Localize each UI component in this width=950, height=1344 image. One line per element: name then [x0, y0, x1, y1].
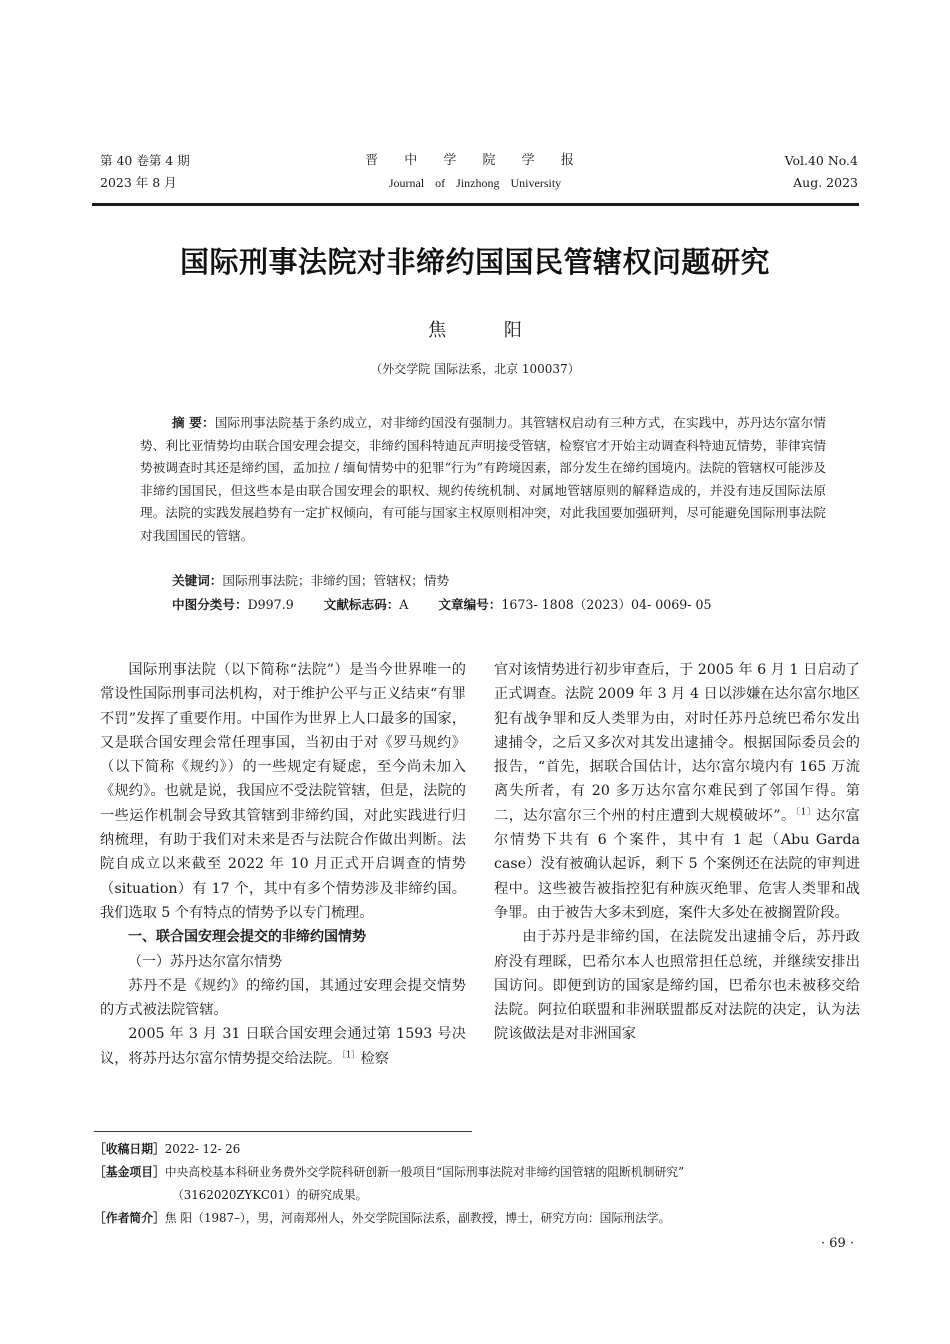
keywords-label: 关键词： — [172, 573, 223, 588]
abstract — [140, 412, 826, 547]
clc-value: D997.9 — [247, 597, 294, 612]
publication-date-en: Aug. 2023 — [793, 175, 858, 190]
volume-issue: 第 40 卷第 4 期 — [100, 153, 190, 168]
abstract-text: 国际刑事法院基于条约成立，对非缔约国没有强制力。其管辖权启动有三种方式，在实践中，苏丹达尔富尔情势、利比亚情势均由联合国安理会提交，非缔约国科特迪瓦声明接受管辖，检察官才开始主动调查科特迪瓦情势，菲律宾情势被调查时其还是缔约国，孟加拉 / 缅甸情势中的犯罪“行为”有跨境因素，部分发生在缔约国境内。法院的管辖权可能涉及非缔约国国民，但这些本是由联合国安理会的职权、规约传统机制、对属地管辖原则的解释造成的，并没有违反国际法原理。法院的实践发展趋势有一定扩权倾向，有可能与国家主权原则相冲突，对此我国要加强研判，尽可能避免国际刑事法院对我国国民的管辖。 — [140, 415, 827, 543]
page-number: · 69 · — [820, 1236, 854, 1251]
fund-note — [94, 1161, 864, 1184]
body-paragraph — [100, 1022, 466, 1071]
body-column-right — [494, 658, 860, 1047]
fund-value: 中央高校基本科研业务费外交学院科研创新一般项目“国际刑事法院对非缔约国管辖的阻断机制研究” — [164, 1165, 685, 1179]
article-number-label: 文章编号： — [438, 597, 502, 612]
header-rule — [92, 203, 859, 206]
classification-line — [172, 594, 872, 616]
doc-code-label: 文献标志码： — [323, 597, 400, 612]
footnote-rule — [94, 1131, 472, 1132]
author-bio-note — [94, 1207, 864, 1230]
body-paragraph: 由于苏丹是非缔约国，在法院发出逮捕令后，苏丹政府没有理睬，巴希尔本人也照常担任总统，并继续安排出国访问。即便到访的国家是缔约国，巴希尔也未被移交给法院。阿拉伯联盟和非洲联盟都反对法院的决定，认为法院该做法是对非洲国家 — [494, 929, 860, 1043]
received-label: ［收稿日期］ — [94, 1142, 165, 1156]
section-heading: 一、联合国安理会提交的非缔约国情势 — [128, 929, 366, 946]
body-text: 官对该情势进行初步审查后，于 2005 年 6 月 1 日启动了正式调查。法院 2009 年 3 月 4 日以涉嫌在达尔富尔地区犯有战争罪和反人类罪为由，对时任苏丹总统巴希尔发出逮捕令，之后又多次对其发出逮捕令。根据国际委员会的报告，“首先，据联合国估计，达尔富尔境内有 165 万流离失所者，有 20 多万达尔富尔难民到了邻国乍得。第二，达尔富尔三个州的村庄遭到大规模破坏”。 — [494, 662, 860, 824]
citation-ref[interactable]: 〔1〕 — [341, 1050, 361, 1061]
fund-label: ［基金项目］ — [94, 1165, 165, 1179]
body-text: 2005 年 3 月 31 日联合国安理会通过第 1593 号决议，将苏丹达尔富尔情势提交给法院。 — [100, 1026, 466, 1067]
footnotes — [94, 1138, 864, 1230]
journal-name-en: Journal of Jinzhong University — [388, 176, 562, 190]
body-paragraph: 苏丹不是《规约》的缔约国，其通过安理会提交情势的方式被法院管辖。 — [100, 977, 466, 1019]
body-paragraph — [494, 658, 860, 925]
bio-label: ［作者简介］ — [94, 1211, 165, 1225]
paper-title: 国际刑事法院对非缔约国国民管辖权问题研究 — [179, 245, 770, 279]
body-column-left — [100, 658, 466, 1071]
doc-code-value: A — [399, 597, 409, 612]
publication-date-cn: 2023 年 8 月 — [100, 175, 177, 190]
bio-value: 焦 阳（1987–），男，河南郑州人，外交学院国际法系，副教授，博士，研究方向：国际刑法学。 — [164, 1211, 671, 1225]
received-date-note — [94, 1138, 864, 1161]
abstract-label: 摘 要： — [172, 415, 215, 430]
volume-issue-en: Vol.40 No.4 — [784, 153, 858, 168]
body-paragraph: 国际刑事法院（以下简称“法院”）是当今世界唯一的常设性国际刑事司法机构，对于维护公平与正义结束“有罪不罚”发挥了重要作用。中国作为世界上人口最多的国家，又是联合国安理会常任理事国，当初由于对《罗马规约》（以下简称《规约》）的一些规定有疑虑，至今尚未加入《规约》。也就是说，我国应不受法院管辖，但是，法院的一些运作机制会导致其管辖到非缔约国，对此实践进行归纳梳理，有助于我们对未来是否与法院合作做出判断。法院自成立以来截至 2022 年 10 月正式开启调查的情势（situation）有 17 个，其中有多个情势涉及非缔约国。我们选取 5 个有特点的情势予以专门梳理。 — [100, 662, 466, 921]
journal-name-cn: 晋 中 学 院 学 报 — [365, 153, 585, 168]
subsection-heading: （一）苏丹达尔富尔情势 — [128, 953, 282, 970]
received-value: 2022- 12- 26 — [164, 1142, 241, 1156]
clc-label: 中图分类号： — [172, 597, 248, 612]
body-text: 达尔富尔情势下共有 6 个案件，其中有 1 起（Abu Garda case）没有被确认起诉，剩下 5 个案例还在法院的审判进程中。这些被告被指控犯有种族灭绝罪、危害人类罪和战争罪。由于被告大多未到庭，案件大多处在被搁置阶段。 — [494, 807, 860, 921]
journal-issue-info-en — [785, 150, 858, 194]
author-affiliation: （外交学院 国际法系，北京 100037） — [370, 362, 580, 376]
keywords — [172, 570, 832, 592]
keywords-text: 国际刑事法院；非缔约国；管辖权；情势 — [222, 573, 450, 588]
article-number-value: 1673- 1808（2023）04- 0069- 05 — [501, 597, 712, 612]
citation-ref[interactable]: 〔1〕 — [795, 807, 817, 818]
fund-value-continued: （3162020ZYKC01）的研究成果。 — [172, 1188, 368, 1202]
body-text: 检察 — [360, 1050, 389, 1067]
author-name: 焦 阳 — [428, 320, 548, 341]
